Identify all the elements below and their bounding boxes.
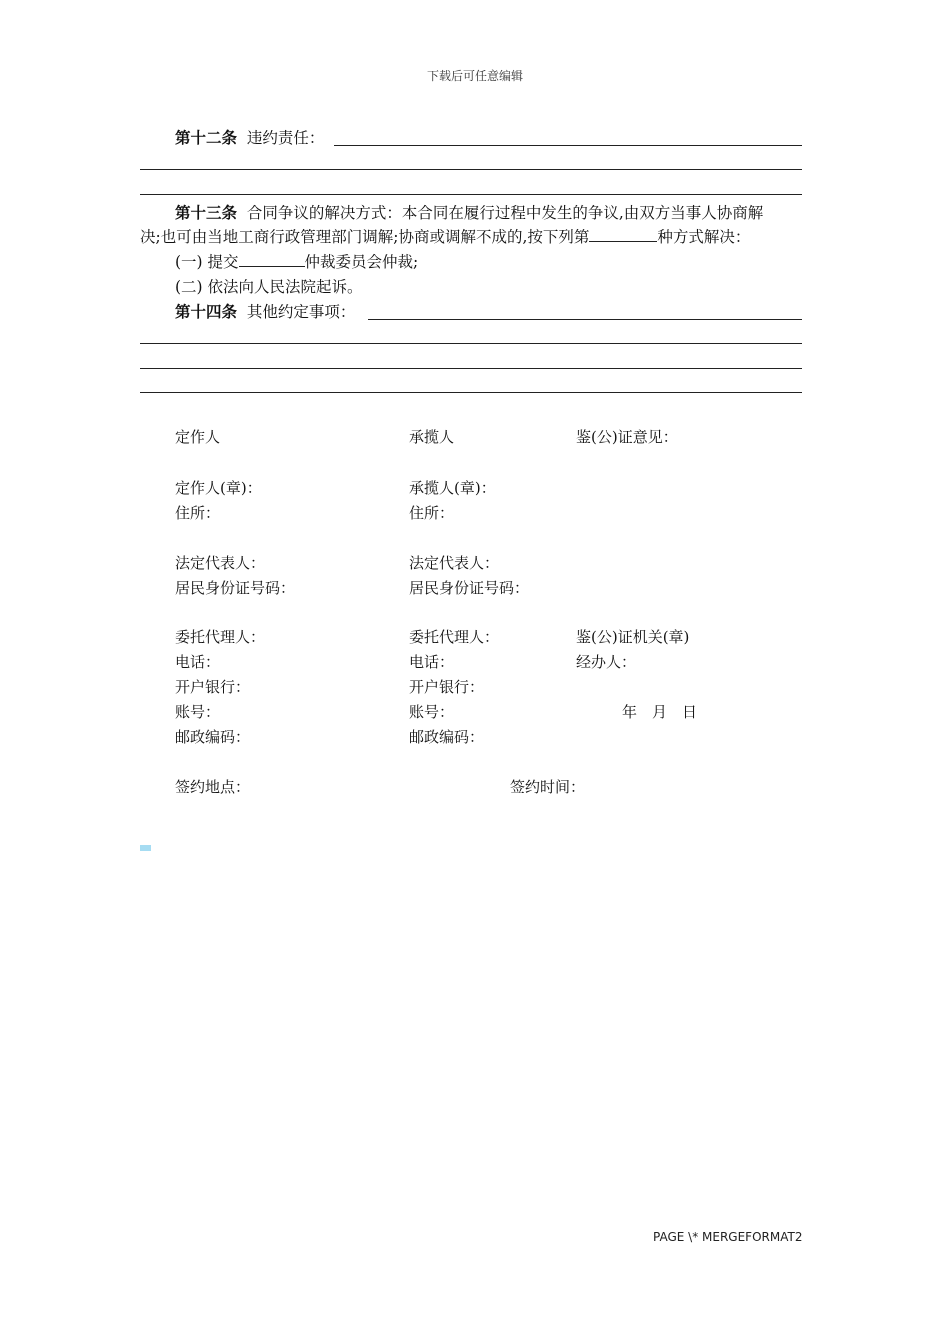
cursor-marker: [140, 845, 151, 851]
article-13-line-1: [175, 200, 763, 226]
article-14-fill-line: [140, 392, 802, 393]
party-a-postcode: 邮政编码：: [175, 728, 251, 746]
party-a-address: 住所：: [175, 504, 221, 522]
party-b-account: 账号：: [409, 703, 455, 721]
page-header: 下载后可任意编辑: [426, 69, 523, 83]
party-a-account: 账号：: [175, 703, 221, 721]
article-13-text-cont: 决;也可由当地工商行政管理部门调解;协商或调解不成的,按下列第: [140, 228, 590, 246]
party-b-legal-rep: 法定代表人：: [409, 554, 500, 572]
party-a-legal-rep: 法定代表人：: [175, 554, 266, 572]
article-12-fill-line: [334, 145, 802, 146]
option-1-text-end: 仲裁委员会仲裁;: [304, 253, 419, 271]
party-b-bank: 开户银行：: [409, 678, 485, 696]
party-a-bank: 开户银行：: [175, 678, 251, 696]
article-14-label: 第十四条: [175, 302, 238, 321]
article-13-text-end: 种方式解决：: [657, 228, 751, 246]
notary-handler: 经办人：: [576, 653, 637, 671]
article-13-line-2: [140, 225, 750, 250]
article-14-fill-line: [140, 368, 802, 369]
article-14: [175, 299, 355, 325]
notary-opinion: 鉴(公)证意见：: [576, 428, 678, 446]
choice-blank: [589, 225, 657, 242]
option-1-text: (一) 提交: [175, 253, 239, 271]
article-12-text: 违约责任：: [246, 129, 325, 147]
party-a-phone: 电话：: [175, 653, 221, 671]
article-13-option-1: [175, 250, 418, 275]
party-b-phone: 电话：: [409, 653, 455, 671]
article-12-fill-line: [140, 169, 802, 170]
party-b-title: 承揽人: [409, 428, 455, 446]
party-a-title: 定作人: [175, 428, 221, 446]
notary-date: 年 月 日: [622, 703, 698, 721]
article-14-fill-line: [368, 319, 802, 320]
article-13-label: 第十三条: [175, 203, 238, 222]
arbitration-blank: [239, 250, 305, 267]
party-a-seal: 定作人(章)：: [175, 479, 262, 497]
page-footer: PAGE \* MERGEFORMAT2: [653, 1230, 803, 1244]
party-b-id-number: 居民身份证号码：: [409, 579, 530, 597]
article-12: [175, 125, 324, 151]
article-12-fill-line: [140, 194, 802, 195]
article-14-text: 其他约定事项：: [246, 303, 356, 321]
party-b-seal: 承揽人(章)：: [409, 479, 496, 497]
party-b-postcode: 邮政编码：: [409, 728, 485, 746]
party-b-agent: 委托代理人：: [409, 628, 500, 646]
sign-time: 签约时间：: [510, 778, 586, 796]
party-b-address: 住所：: [409, 504, 455, 522]
party-a-agent: 委托代理人：: [175, 628, 266, 646]
article-13-option-2: (二) 依法向人民法院起诉。: [175, 278, 363, 296]
party-a-id-number: 居民身份证号码：: [175, 579, 296, 597]
article-13-text: 合同争议的解决方式：本合同在履行过程中发生的争议,由双方当事人协商解: [246, 204, 764, 222]
article-14-fill-line: [140, 343, 802, 344]
sign-place: 签约地点：: [175, 778, 251, 796]
article-12-label: 第十二条: [175, 128, 238, 147]
notary-authority-seal: 鉴(公)证机关(章): [576, 628, 690, 646]
